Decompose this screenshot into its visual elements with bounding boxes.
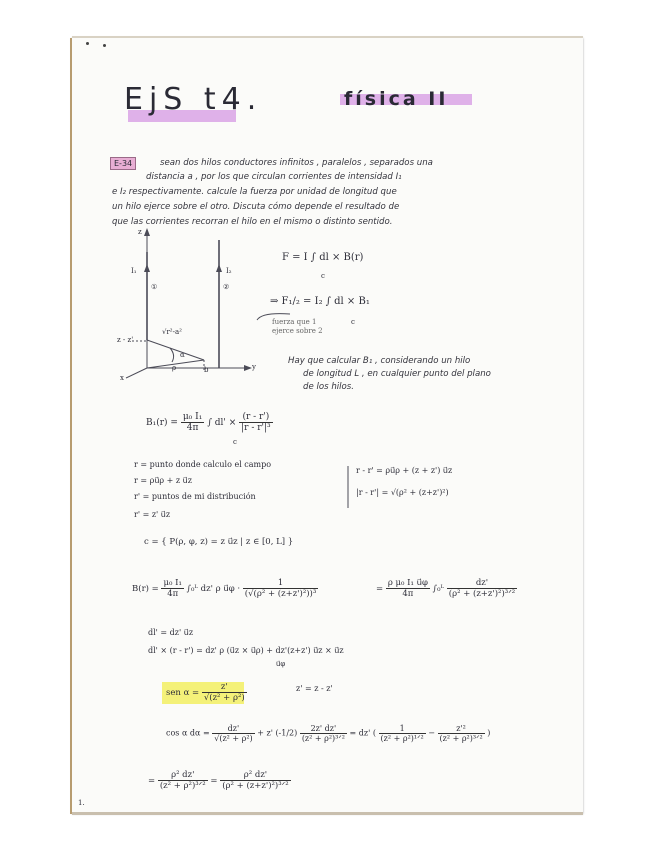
dl-definition: dl' = dz' u⃗z xyxy=(148,628,194,637)
difference-modulus: |r - r'| = √(ρ² + (z+z')²) xyxy=(356,488,449,497)
axis-x-label: x xyxy=(120,374,124,382)
page-number: 1. xyxy=(78,799,85,807)
wire-2-arrow xyxy=(216,264,222,272)
explain-line: de longitud L , en cualquier punto del plano xyxy=(303,369,491,379)
wire-1-mark: ① xyxy=(151,283,158,291)
b-integral-lhs: B(r) = xyxy=(132,584,159,594)
substitution-variable: z' = z - z' xyxy=(296,684,333,693)
wire-2-mark: ② xyxy=(223,283,230,291)
rho-label: ρ xyxy=(172,364,177,372)
b-result-coef: $\frac{\text{ρ μ₀ I₁ u⃗φ}}{4\pi}$ xyxy=(387,578,428,599)
integral-subscript: c xyxy=(321,272,325,280)
page-title: EjS t4. xyxy=(124,82,263,117)
cos-fraction-1: $\frac{dz'}{\text{√(z² + ρ²)}}$ xyxy=(214,724,253,743)
cos-lhs: cos α dα = xyxy=(166,728,210,738)
difference-vector: r - r' = ρu⃗ρ + (z + z') u⃗z xyxy=(356,466,453,475)
cos-fraction-3: $\frac{1}{\text{(z² + ρ²)¹ᐟ²}}$ xyxy=(380,724,424,743)
integral-subscript: c xyxy=(351,318,355,326)
axis-z-label: z xyxy=(138,228,142,236)
biot-lhs: B₁(r) = xyxy=(146,418,178,428)
b-integral-result xyxy=(376,578,517,599)
substitution xyxy=(166,682,247,703)
def-r: r = punto donde calculo el campo xyxy=(134,460,272,469)
statement-line: distancia a , por los que circulan corrientes de intensidad I₁ xyxy=(146,172,402,182)
b-integral-fraction: $\frac{1}{\text{(√(ρ² + (z+z')²))³}}$ xyxy=(244,578,317,599)
sen-alpha-fraction: $\frac{z'}{\text{√(z² + ρ²)}}$ xyxy=(203,682,245,703)
force-note: fuerza que 1 xyxy=(272,318,317,326)
biot-coef: $\frac{\text{μ₀ I₁}}{4\pi}$ xyxy=(182,412,203,433)
final-fraction-1: $\frac{\text{ρ² dz'}}{\text{(z² + ρ²)³ᐟ²}}$ xyxy=(159,770,206,791)
x-axis xyxy=(126,368,147,378)
b-result-fraction: $\frac{dz'}{\text{(ρ² + (z+z')²)³ᐟ²}}$ xyxy=(448,578,516,599)
b-integral xyxy=(132,578,318,599)
subject-title: física II xyxy=(344,88,449,110)
equals: = xyxy=(148,776,156,786)
curve-definition: c = { P(ρ, φ, z) = z u⃗z | z ∈ [0, L] } xyxy=(144,537,294,547)
axis-y-label: y xyxy=(252,363,256,371)
cos-close: ) xyxy=(487,728,491,738)
def-r-prime-vector: r' = z' u⃗z xyxy=(134,510,171,519)
cos-fraction-2: $\frac{2z' dz'}{\text{(z² + ρ²)³ᐟ²}}$ xyxy=(301,724,345,743)
explain-line: Hay que calcular B₁ , considerando un hilo xyxy=(288,356,471,366)
z-minus-label: z - z' xyxy=(117,336,134,344)
b-label: b xyxy=(204,366,209,374)
y-arrow xyxy=(244,365,252,371)
z-arrow xyxy=(144,228,150,236)
def-r-vector: r = ρu⃗ρ + z u⃗z xyxy=(134,476,192,485)
integral-subscript: c xyxy=(233,438,237,446)
alpha-label: α xyxy=(180,351,185,359)
cross-product: dl' × (r - r') = dz' ρ (u⃗z × u⃗ρ) + dz'(z+z') u⃗z × u⃗z xyxy=(148,646,344,655)
def-r-prime: r' = puntos de mi distribución xyxy=(134,492,256,501)
statement-line: sean dos hilos conductores infinitos , paralelos , separados una xyxy=(160,158,433,168)
equals: = xyxy=(376,584,384,594)
equals: = xyxy=(210,776,218,786)
sen-alpha-lhs: sen α = xyxy=(166,688,200,698)
current-1-label: I₁ xyxy=(131,267,137,275)
current-2-label: I₂ xyxy=(226,267,232,275)
cos-equals: = dz' ( xyxy=(349,728,376,738)
cos-fraction-4: $\frac{\text{z'²}}{\text{(z² + ρ²)³ᐟ²}}$ xyxy=(439,724,483,743)
statement-line: que las corrientes recorran el hilo en el mismo o distinto sentido. xyxy=(112,217,393,227)
wire-1-arrow xyxy=(144,264,150,272)
exercise-tag: E-34 xyxy=(110,157,136,170)
distance-label: √r²-a² xyxy=(162,328,182,336)
alpha-arc xyxy=(170,348,174,362)
biot-integral: ∫ dl' × xyxy=(207,418,237,428)
force-equation: F = I ∫ dl × B(r) xyxy=(282,252,364,263)
cos-minus: − xyxy=(428,728,435,738)
final-result xyxy=(148,770,291,791)
statement-line: e I₂ respectivamente. calcule la fuerza por unidad de longitud que xyxy=(112,187,397,197)
force-12-equation: ⇒ F₁/₂ = I₂ ∫ dl × B₁ xyxy=(270,296,370,307)
cross-product-result: u⃗φ xyxy=(276,660,286,668)
b-integral-coef: $\frac{\text{μ₀ I₁}}{4\pi}$ xyxy=(163,578,182,599)
b-result-integral: ∫₀ᴸ xyxy=(432,584,445,594)
biot-fraction: $\frac{(r - r')}{\text{|r - r'|³}}$ xyxy=(241,412,271,433)
b-integral-body: ∫₀ᴸ dz' ρ u⃗φ · xyxy=(186,584,241,594)
biot-savart xyxy=(146,412,273,433)
statement-line: un hilo ejerce sobre el otro. Discuta cómo depende el resultado de xyxy=(112,202,400,212)
explain-line: de los hilos. xyxy=(303,382,355,392)
cos-middle: + z' (-1/2) xyxy=(257,728,298,738)
cos-alpha-derivation xyxy=(166,724,490,743)
position-line xyxy=(147,340,204,360)
final-fraction-2: $\frac{\text{ρ² dz'}}{\text{(ρ² + (z+z')²)³ᐟ²}}$ xyxy=(222,770,289,791)
force-note: ejerce sobre 2 xyxy=(272,327,323,335)
